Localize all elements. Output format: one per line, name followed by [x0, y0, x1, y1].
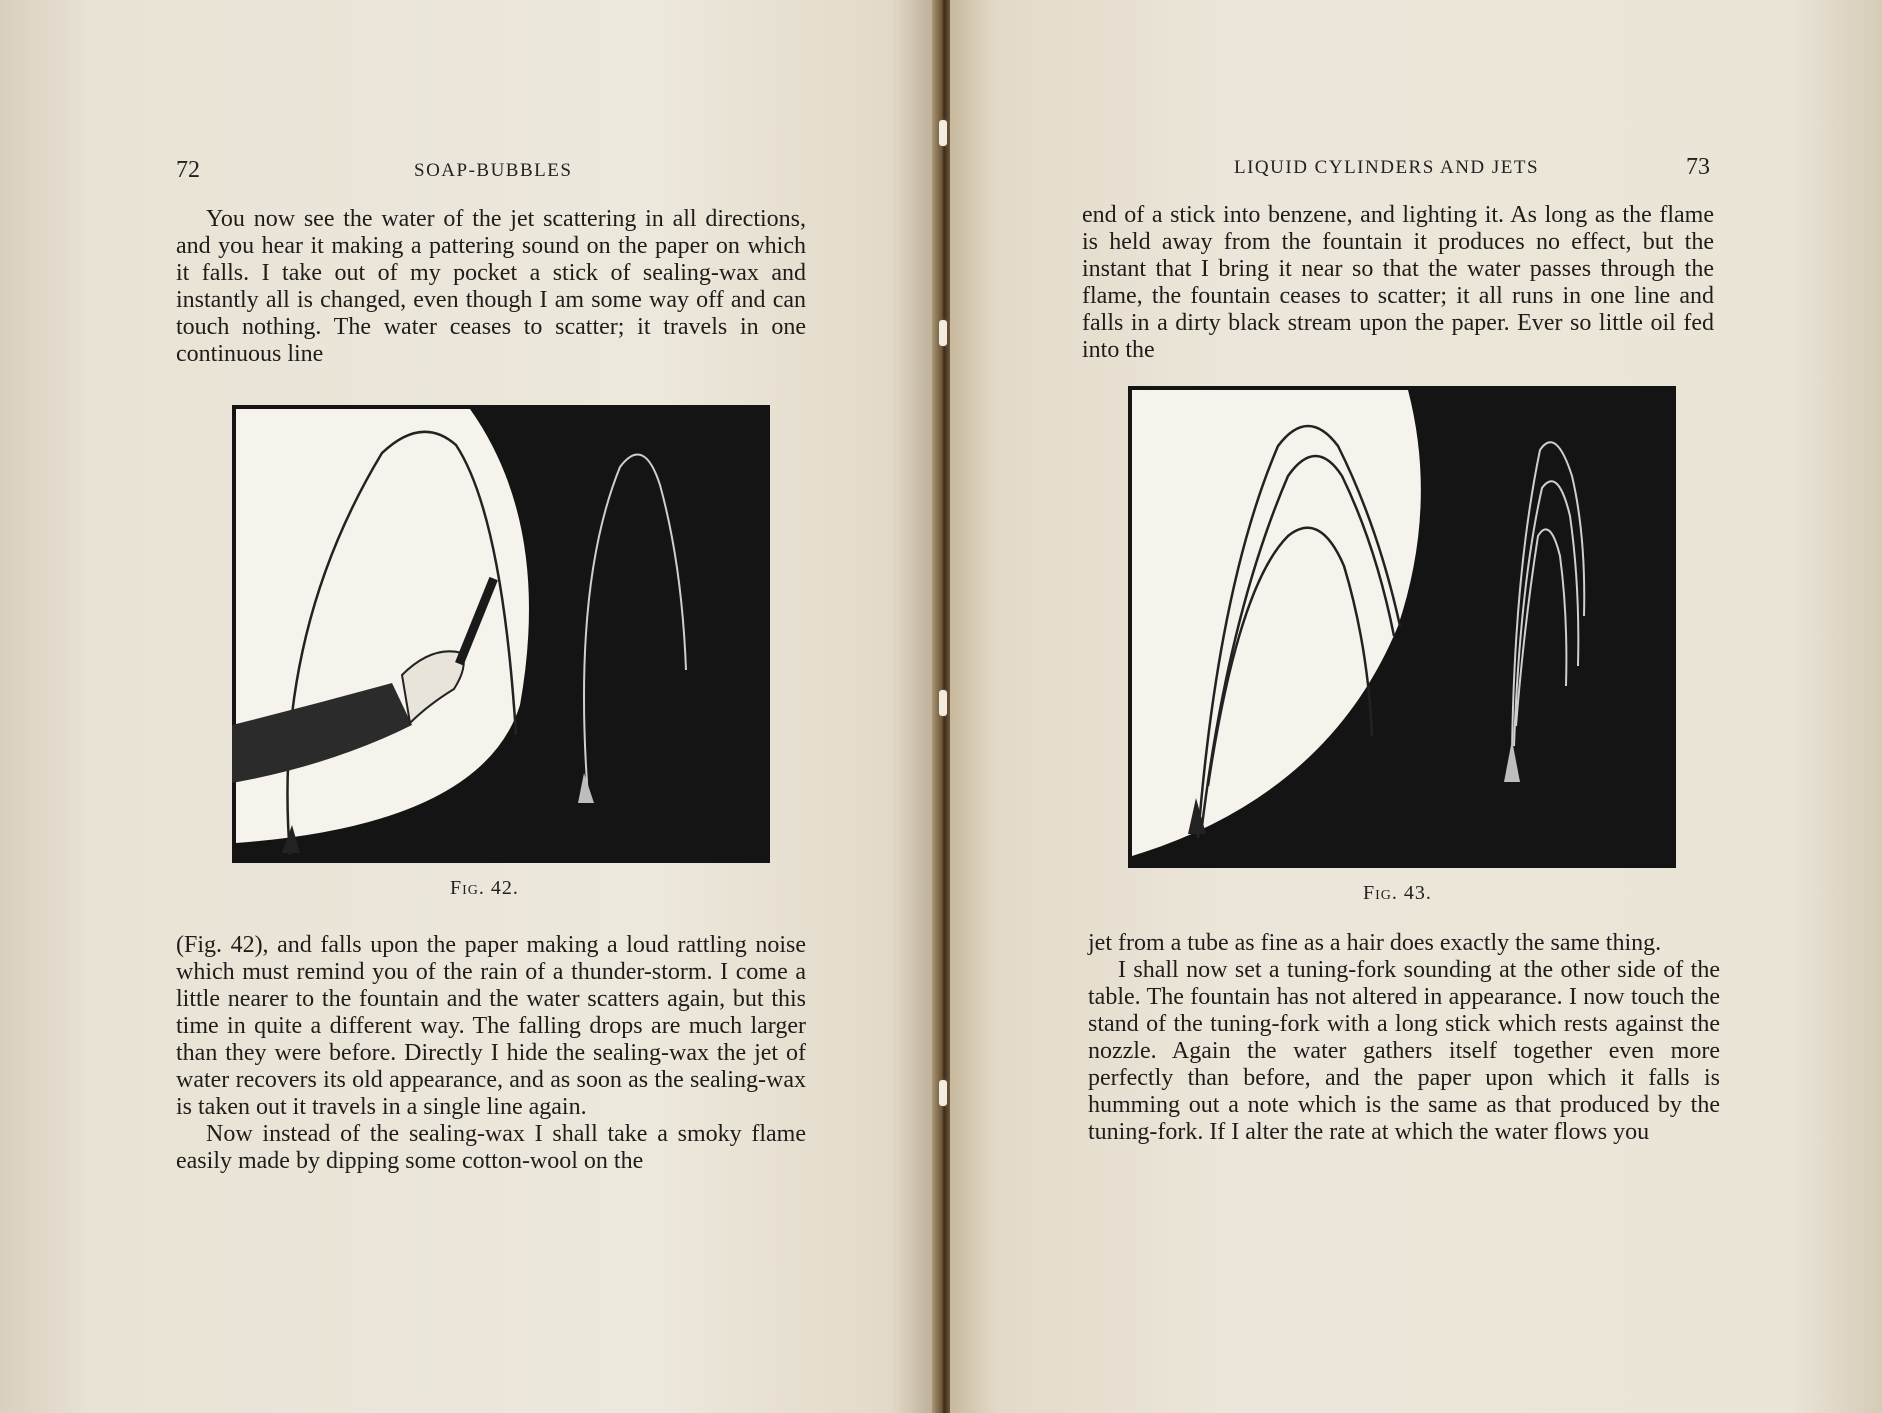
- figure-42-plate: [232, 405, 770, 863]
- fig43-illustration: [1128, 386, 1676, 868]
- binding-stitch: [939, 690, 947, 716]
- left-bottom-text: [176, 932, 806, 1175]
- right-top-paragraph: [1082, 202, 1714, 364]
- running-head-left: SOAP-BUBBLES: [414, 160, 573, 181]
- left-page: [0, 0, 938, 1413]
- left-top-paragraph: [176, 206, 806, 368]
- paragraph: (Fig. 42), and falls upon the paper making a loud rattling noise which must remind you of the rain of a thunder-storm. I come a little nearer to the fountain and the water scatters again, but this time in quite a different way. The falling drops are much larger than they were before. Directly I hide the sealing-wax the jet of water recovers its old appearance, and as soon as the sealing-wax is taken out it travels in a single line again.: [176, 932, 806, 1120]
- paragraph: Now instead of the sealing-wax I shall take a smoky flame easily made by dipping some cotton-wool on the: [176, 1121, 806, 1174]
- page-number-right: 73: [1686, 154, 1710, 180]
- paragraph: You now see the water of the jet scattering in all directions, and you hear it making a pattering sound on the paper on which it falls. I take out of my pocket a stick of sealing-wax and instantly all is changed, even though I am some way off and can touch nothing. The water ceases to scatter; it travels in one continuous line: [176, 206, 806, 367]
- paragraph: I shall now set a tuning-fork sounding at the other side of the table. The fountain has not altered in appearance. I now touch the stand of the tuning-fork with a long stick which rests against the nozzle. Again the water gathers itself together even more perfectly than before, and the paper upon which it falls is humming out a note which is the same as that produced by the tuning-fork. If I alter the rate at which the water flows you: [1088, 957, 1720, 1145]
- binding-stitch: [939, 320, 947, 346]
- figure-43-plate: [1128, 386, 1676, 868]
- paragraph: end of a stick into benzene, and lighting it. As long as the flame is held away from the fountain it produces no effect, but the instant that I bring it near so that the water passes through the flame, the fountain ceases to scatter; it all runs in one line and falls in a dirty black stream upon the paper. Ever so little oil fed into the: [1082, 202, 1714, 363]
- right-page: [950, 0, 1882, 1413]
- right-bottom-text: [1088, 930, 1720, 1146]
- binding-stitch: [939, 1080, 947, 1106]
- running-head-right: LIQUID CYLINDERS AND JETS: [1234, 157, 1540, 178]
- paragraph: jet from a tube as fine as a hair does exactly the same thing.: [1088, 930, 1662, 956]
- figure-43-caption: Fig. 43.: [1363, 882, 1432, 904]
- page-number-left: 72: [176, 157, 200, 183]
- fig42-illustration: [232, 405, 770, 863]
- figure-42-caption: Fig. 42.: [450, 877, 519, 899]
- binding-stitch: [939, 120, 947, 146]
